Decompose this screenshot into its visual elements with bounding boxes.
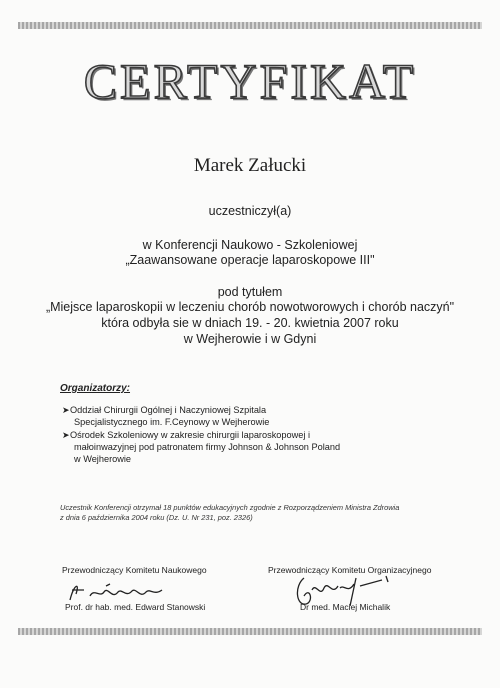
organizer-2-line-3: w Wejherowie	[74, 454, 132, 464]
under-title-text: pod tytułem	[217, 285, 283, 299]
topic-line-1: „Miejsce laparoskopii w leczeniu chorób nowotworowych i chorób naczyń"	[45, 300, 455, 314]
organizer-item-1	[62, 404, 269, 428]
top-border-rule	[18, 22, 482, 29]
organizer-1-line-2: Specjalistycznego im. F.Ceynowy w Wejherowie	[74, 417, 270, 427]
right-signatory-role: Przewodniczący Komitetu Organizacyjnego	[268, 565, 432, 575]
organizer-item-2	[62, 429, 340, 465]
bottom-border-rule	[18, 628, 482, 635]
organizer-2-line-2: małoinwazyjnej pod patronatem firmy Johnson & Johnson Poland	[74, 442, 341, 452]
topic-line-2: która odbyła sie w dniach 19. - 20. kwietnia 2007 roku	[101, 316, 399, 330]
left-signatory-role: Przewodniczący Komitetu Naukowego	[62, 565, 207, 575]
conference-line-1: w Konferencji Naukowo - Szkoleniowej	[142, 238, 358, 252]
arrow-icon: ➤	[62, 430, 70, 440]
organizer-1-line-1: Oddział Chirurgii Ogólnej i Naczyniowej Szpitala	[70, 405, 267, 415]
conference-line-2: „Zaawansowane operacje laparoskopowe III"	[125, 253, 375, 267]
recipient-name: Marek Załucki	[193, 155, 307, 176]
right-signatory-name: Dr med. Maciej Michalik	[300, 602, 391, 612]
organizers-heading: Organizatorzy:	[60, 383, 131, 394]
education-points-note	[60, 503, 399, 523]
certificate-title: CERTYFIKAT	[83, 53, 417, 109]
note-line-1: Uczestnik Konferencji otrzymał 18 punktów edukacyjnych zgodnie z Rozporządzeniem Ministra Zdrowia	[60, 503, 400, 512]
note-line-2: z dnia 6 października 2004 roku (Dz. U. Nr 231, poz. 2326)	[60, 513, 253, 522]
left-signatory-name: Prof. dr hab. med. Edward Stanowski	[65, 602, 206, 612]
topic-line-3: w Wejherowie i w Gdyni	[183, 332, 317, 346]
arrow-icon: ➤	[62, 405, 70, 415]
organizer-2-line-1: Ośrodek Szkoleniowy w zakresie chirurgii laparoskopowej i	[70, 430, 310, 440]
participated-text: uczestniczył(a)	[208, 204, 292, 218]
